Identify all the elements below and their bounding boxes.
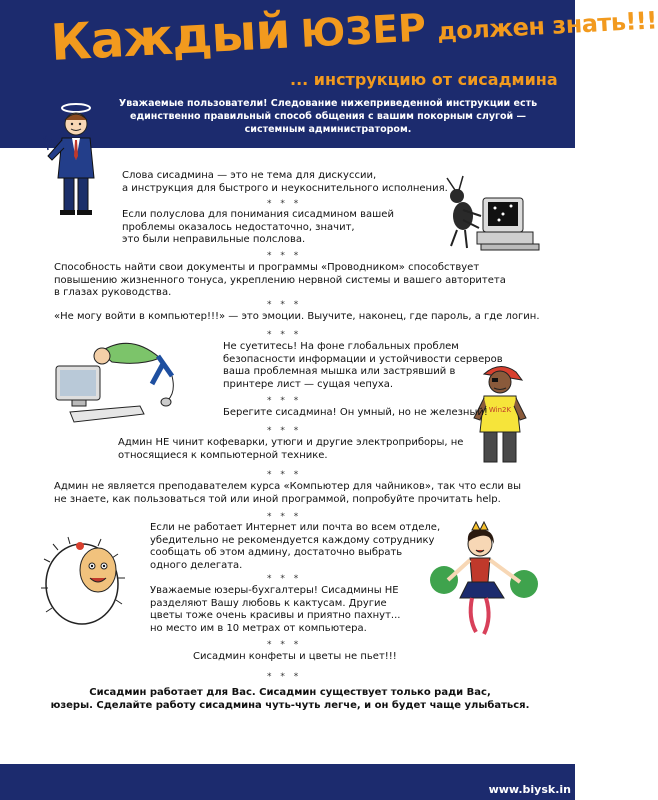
rule-line: это были неправильные полслова.	[122, 234, 306, 245]
rule-line: не знаете, как пользоваться той или иной программой, попробуйте прочитать help.	[54, 493, 501, 505]
separator: * * *	[267, 426, 302, 436]
rule-4	[54, 311, 540, 324]
rule-9	[150, 522, 440, 572]
rule-line: убедительно не рекомендуется каждому сотруднику	[150, 534, 435, 546]
footer-bar	[0, 764, 575, 800]
closing-line: юзеры. Сделайте работу сисадмина чуть-чуть легче, и он будет чаще улыбаться.	[50, 700, 530, 711]
rule-line: цветы тоже очень красивы и приятно пахнут...	[150, 610, 401, 621]
rule-line: Не суетитесь! На фоне глобальных проблем	[223, 341, 459, 352]
cactus-illustration	[38, 522, 134, 632]
rule-line: одного делегата.	[150, 559, 243, 571]
rule-line: безопасности информации и устойчивости серверов	[223, 353, 503, 365]
intro-line: единственно правильный способ общения с вашим покорным слугой —	[130, 111, 526, 122]
rule-3	[54, 262, 506, 300]
rule-line: Если полуслова для понимания сисадмином вашей	[122, 209, 394, 220]
rule-8	[54, 481, 521, 506]
sysadmin-angel-illustration	[38, 100, 118, 220]
title-word-2: ЮЗЕР	[299, 5, 428, 56]
page-title	[49, 0, 658, 72]
tshirt-label: Win2K	[488, 406, 512, 414]
rule-line: проблемы оказалось недостаточно, значит,	[122, 221, 355, 233]
rule-1	[122, 170, 448, 195]
rule-line: Админ не является преподавателем курса «Компьютер для чайников», так что если вы	[54, 481, 522, 492]
rule-line: Админ НЕ чинит кофеварки, утюги и другие электроприборы, не	[118, 437, 464, 448]
title-word-1: Каждый	[49, 1, 291, 72]
separator: * * *	[267, 574, 302, 584]
rule-line: ваша проблемная мышка или застрявший в	[223, 366, 456, 377]
rule-line: Сисадмин конфеты и цветы не пьет!!!	[193, 651, 397, 662]
rule-line: повышению жизненного тонуса, укреплению нервной системы и вашего авторитета	[54, 274, 506, 286]
rule-line: а инструкция для быстрого и неукоснительного исполнения.	[122, 182, 448, 194]
intro-text	[118, 97, 538, 136]
title-word-3: должен знать!!!	[436, 6, 658, 46]
rule-line: в глазах руководства.	[54, 287, 172, 298]
rule-line: Способность найти свои документы и программы «Проводником» способствует	[54, 262, 480, 273]
closing-statement	[40, 686, 540, 712]
rule-7	[118, 437, 463, 462]
intro-line: Уважаемые пользователи! Следование нижеприведенной инструкции есть	[118, 98, 538, 109]
separator: * * *	[267, 199, 302, 209]
rule-line: Уважаемые юзеры-бухгалтеры! Сисадмины НЕ	[150, 585, 399, 596]
rule-line: «Не могу войти в компьютер!!!» — это эмоции. Выучите, наконец, где пароль, а где логин.	[54, 311, 540, 322]
separator: * * *	[267, 251, 302, 261]
separator: * * *	[267, 470, 302, 480]
page-subtitle: ... инструкцию от сисадмина	[290, 70, 558, 89]
rule-line: принтере лист — сущая чепуха.	[223, 378, 394, 390]
rule-line: Берегите сисадмина! Он умный, но не железный!	[223, 407, 488, 418]
cheerleader-illustration	[424, 522, 544, 642]
rule-line: но место им в 10 метрах от компьютера.	[150, 622, 367, 634]
rule-6	[223, 407, 488, 420]
rule-2	[122, 209, 394, 247]
rule-10	[150, 585, 400, 635]
separator: * * *	[267, 300, 302, 310]
separator: * * *	[267, 672, 302, 682]
separator: * * *	[267, 640, 302, 650]
stretching-user-illustration	[40, 332, 200, 424]
rule-line: Если не работает Интернет или почта во всем отделе,	[150, 522, 441, 533]
rule-line: разделяют Вашу любовь к кактусам. Другие	[150, 597, 387, 609]
intro-line: системным администратором.	[244, 124, 412, 135]
rule-line: Слова сисадмина — это не тема для дискуссии,	[122, 170, 377, 181]
closing-line: Сисадмин работает для Вас. Сисадмин существует только ради Вас,	[89, 687, 491, 698]
separator: * * *	[267, 330, 302, 340]
rule-line: относящиеся к компьютерной технике.	[118, 449, 328, 461]
rule-line: сообщать об этом админу, достаточно выбрать	[150, 547, 403, 558]
rule-11	[193, 651, 397, 664]
footer-url: www.biysk.in	[488, 783, 571, 796]
separator: * * *	[267, 512, 302, 522]
bug-computer-illustration	[433, 176, 543, 256]
rule-5	[223, 341, 503, 391]
separator: * * *	[267, 396, 302, 406]
